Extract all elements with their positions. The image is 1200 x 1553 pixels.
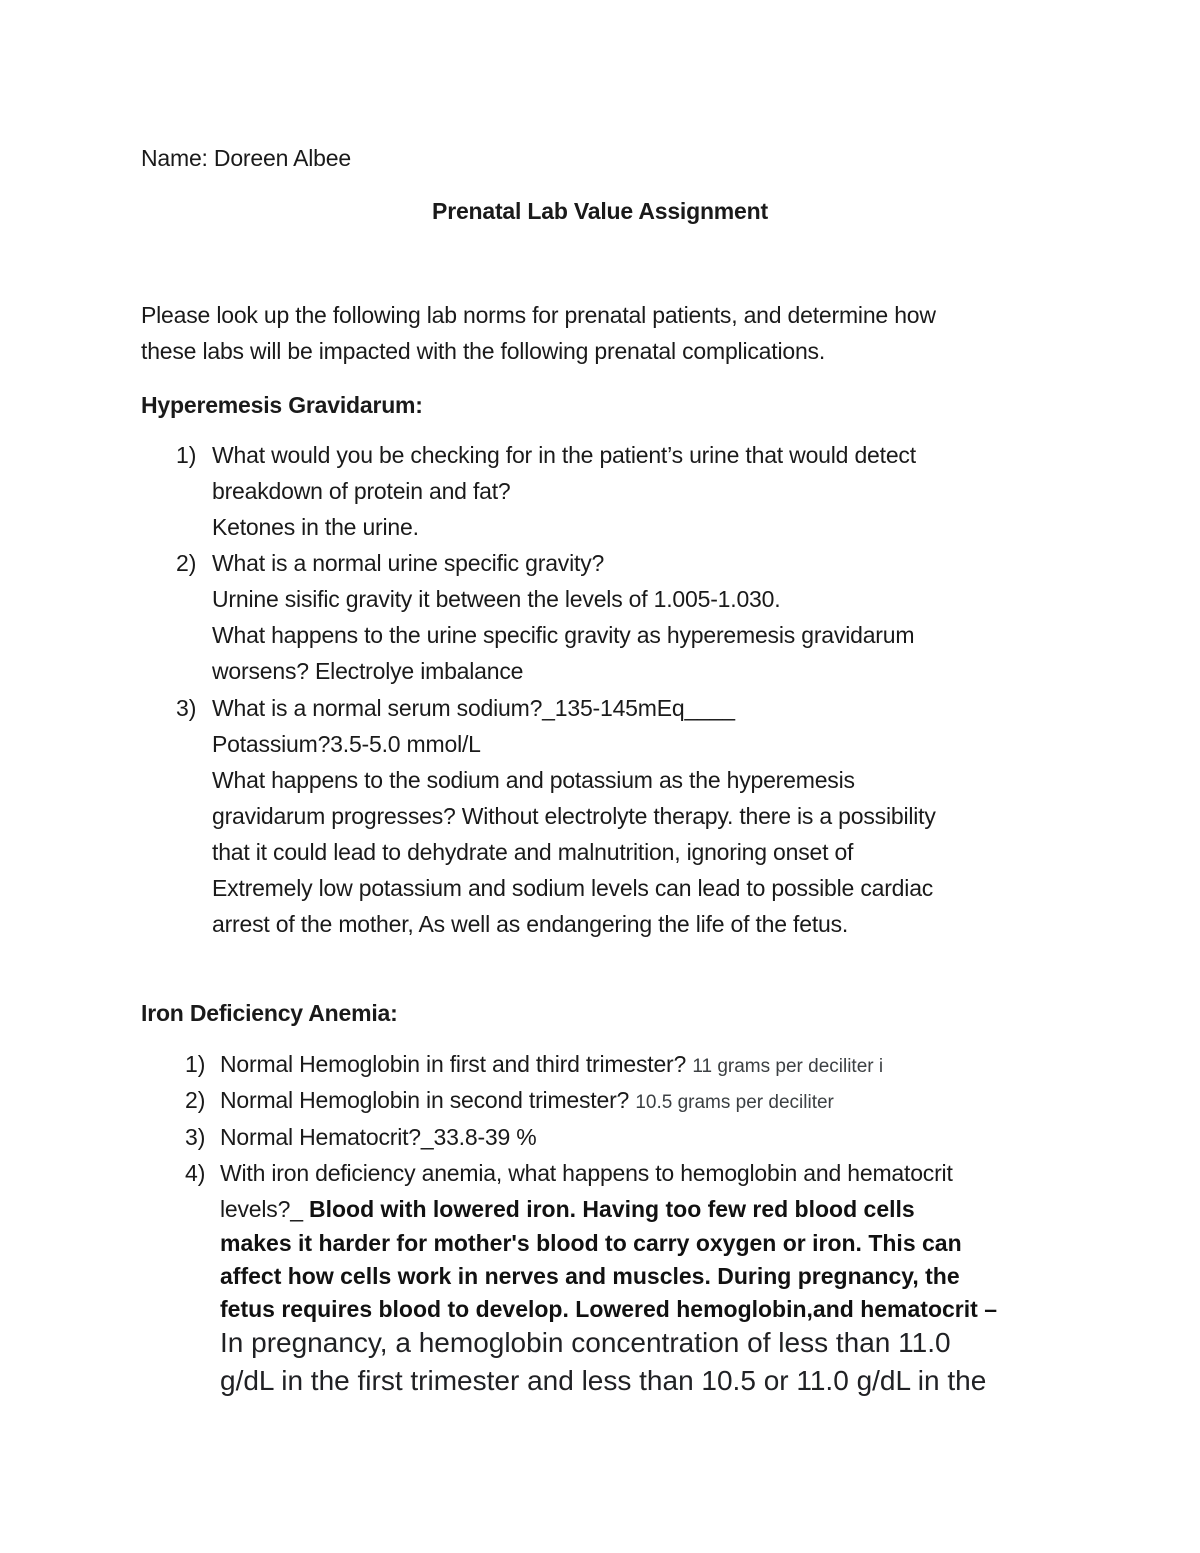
answer-text: g/dL in the first trimester and less than 10.5 or 11.0 g/dL in the — [220, 1365, 987, 1396]
answer-text: makes it harder for mother's blood to carry oxygen or iron. This can — [220, 1230, 962, 1256]
answer-line — [220, 1196, 915, 1223]
student-name: Name: Doreen Albee — [141, 145, 351, 171]
answer-text: that it could lead to dehydrate and malnutrition, ignoring onset of — [212, 839, 854, 865]
list-number: 1) — [176, 442, 197, 468]
list-item-text: What happens to the urine specific gravity as hyperemesis gravidarum — [212, 622, 915, 648]
document-title: Prenatal Lab Value Assignment — [432, 198, 768, 224]
list-item-text: breakdown of protein and fat? — [212, 478, 511, 504]
list-item — [220, 1087, 834, 1114]
list-item-text: What happens to the sodium and potassium as the hyperemesis — [212, 767, 855, 793]
answer-text: Potassium?3.5-5.0 mmol/L — [212, 731, 481, 757]
answer-text: Ketones in the urine. — [212, 514, 419, 540]
list-number: 2) — [176, 550, 197, 576]
answer-text: arrest of the mother, As well as endangering the life of the fetus. — [212, 911, 849, 937]
answer-text: 10.5 grams per deciliter — [635, 1092, 834, 1113]
question-text: Normal Hemoglobin in first and third trimester? — [220, 1051, 693, 1077]
answer-text: Blood with lowered iron. Having too few red blood cells — [308, 1196, 915, 1222]
answer-text: affect how cells work in nerves and muscles. During pregnancy, the — [220, 1263, 960, 1289]
list-number: 3) — [176, 695, 197, 721]
question-text: With iron deficiency anemia, what happens to hemoglobin and hematocrit — [220, 1160, 953, 1186]
hyperemesis-heading: Hyperemesis Gravidarum: — [141, 392, 423, 418]
answer-text: Urnine sisific gravity it between the levels of 1.005-1.030. — [212, 586, 781, 612]
list-item-text: worsens? Electrolye imbalance — [212, 658, 524, 684]
intro-line-1: Please look up the following lab norms for prenatal patients, and determine how — [141, 302, 936, 328]
list-item-text: What is a normal serum sodium?_135-145mEq____ — [212, 695, 735, 721]
list-number: 4) — [185, 1160, 206, 1186]
answer-text: fetus requires blood to develop. Lowered hemoglobin,and hematocrit – — [220, 1296, 997, 1322]
list-item-text: What is a normal urine specific gravity? — [212, 550, 605, 576]
list-item — [220, 1051, 883, 1078]
intro-line-2: these labs will be impacted with the following prenatal complications. — [141, 338, 826, 364]
levels-prefix: levels?_ — [220, 1196, 309, 1222]
anemia-heading: Iron Deficiency Anemia: — [141, 1000, 398, 1026]
list-number: 3) — [185, 1124, 206, 1150]
list-item-text: What would you be checking for in the patient’s urine that would detect — [212, 442, 916, 468]
answer-text: In pregnancy, a hemoglobin concentration of less than 11.0 — [220, 1327, 951, 1358]
list-number: 1) — [185, 1051, 206, 1077]
question-text: Normal Hematocrit?_33.8-39 % — [220, 1124, 537, 1150]
answer-text: 11 grams per deciliter i — [692, 1056, 884, 1077]
answer-text: Extremely low potassium and sodium levels can lead to possible cardiac — [212, 875, 934, 901]
list-item-text: gravidarum progresses? Without electrolyte therapy. there is a possibility — [212, 803, 936, 829]
list-number: 2) — [185, 1087, 206, 1113]
question-text: Normal Hemoglobin in second trimester? — [220, 1087, 636, 1113]
